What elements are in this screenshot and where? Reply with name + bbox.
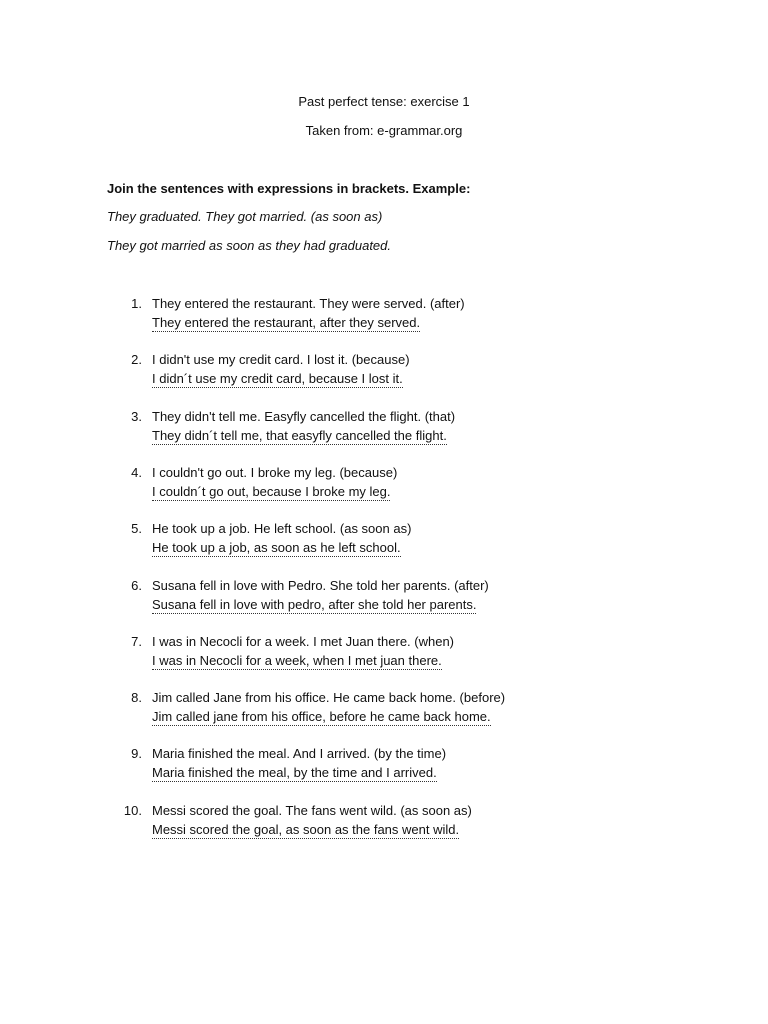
exercise-number: 7. [131, 634, 142, 649]
exercise-answer: Jim called jane from his office, before he came back home. [152, 709, 491, 724]
exercise-item [118, 578, 638, 618]
example-question: They graduated. They got married. (as soon as) [107, 209, 383, 224]
exercise-item [118, 296, 638, 336]
exercise-answer: I didn´t use my credit card, because I lost it. [152, 371, 403, 386]
exercise-item [118, 803, 638, 843]
source-line: Taken from: e-grammar.org [305, 123, 463, 138]
exercise-item [118, 352, 638, 392]
exercise-prompt: Jim called Jane from his office. He came back home. (before) [152, 690, 506, 705]
exercise-answer: He took up a job, as soon as he left school. [152, 540, 401, 555]
exercise-answer: I couldn´t go out, because I broke my leg. [152, 484, 391, 499]
exercise-number: 10. [123, 803, 142, 818]
exercise-number: 3. [131, 409, 142, 424]
exercise-item [118, 409, 638, 449]
exercise-number: 6. [131, 578, 142, 593]
exercise-item [118, 746, 638, 786]
exercise-answer: They didn´t tell me, that easyfly cancelled the flight. [152, 428, 447, 443]
example-answer: They got married as soon as they had graduated. [107, 238, 392, 253]
exercise-answer: Messi scored the goal, as soon as the fans went wild. [152, 822, 460, 837]
exercise-prompt: Susana fell in love with Pedro. She told her parents. (after) [152, 578, 489, 593]
exercise-number: 2. [131, 352, 142, 367]
exercise-prompt: Messi scored the goal. The fans went wild. (as soon as) [152, 803, 472, 818]
instruction-text: Join the sentences with expressions in brackets. Example: [107, 181, 471, 196]
exercise-answer: Susana fell in love with pedro, after she told her parents. [152, 597, 477, 612]
exercise-prompt: They entered the restaurant. They were served. (after) [152, 296, 465, 311]
exercise-number: 1. [131, 296, 142, 311]
exercise-item [118, 634, 638, 674]
exercise-prompt: I couldn't go out. I broke my leg. (because) [152, 465, 398, 480]
exercise-item [118, 465, 638, 505]
exercise-answer: I was in Necocli for a week, when I met juan there. [152, 653, 442, 668]
exercise-item [118, 521, 638, 561]
exercise-prompt: I didn't use my credit card. I lost it. (because) [152, 352, 410, 367]
exercise-number: 9. [131, 746, 142, 761]
exercise-answer: Maria finished the meal, by the time and I arrived. [152, 765, 437, 780]
exercise-item [118, 690, 638, 730]
exercise-prompt: Maria finished the meal. And I arrived. (by the time) [152, 746, 447, 761]
exercise-prompt: They didn't tell me. Easyfly cancelled the flight. (that) [152, 409, 456, 424]
exercise-number: 4. [131, 465, 142, 480]
exercise-prompt: I was in Necocli for a week. I met Juan there. (when) [152, 634, 455, 649]
exercise-answer: They entered the restaurant, after they served. [152, 315, 421, 330]
exercise-prompt: He took up a job. He left school. (as soon as) [152, 521, 412, 536]
exercise-number: 5. [131, 521, 142, 536]
exercise-number: 8. [131, 690, 142, 705]
page-title: Past perfect tense: exercise 1 [298, 94, 470, 109]
